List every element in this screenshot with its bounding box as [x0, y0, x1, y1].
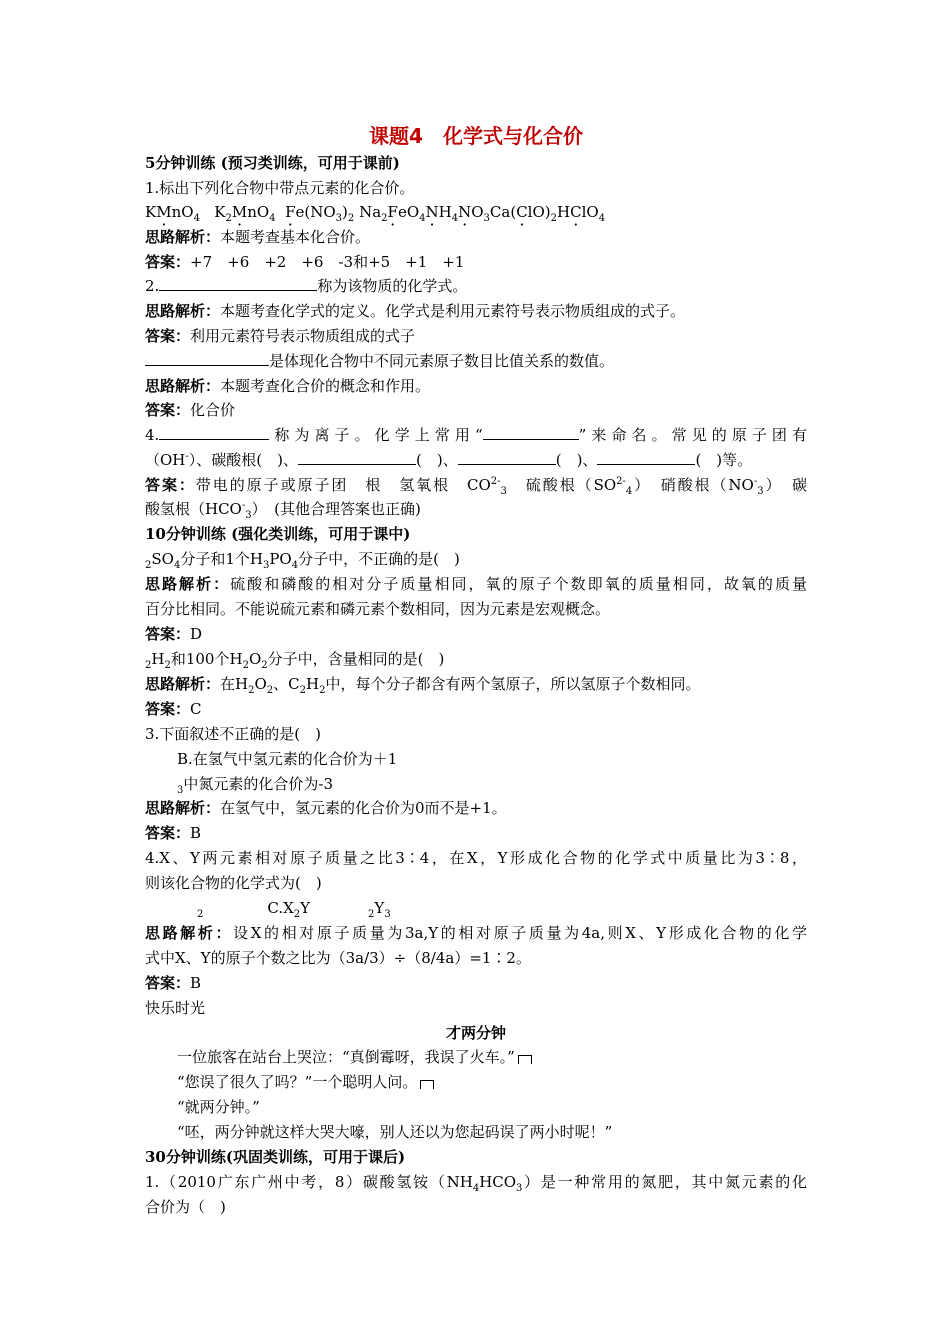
- question-3: 是体现化合物中不同元素原子数目比值关系的数值。: [145, 351, 614, 371]
- analysis-1: 思路解析：本题考查基本化合价。: [145, 228, 371, 246]
- s2-answer-2: 答案：C: [145, 700, 202, 718]
- answer-4-line1: 答案：带电的原子或原子团 根 氢氧根 $CO^{2-}_3$ 硫酸根$(SO^{2-}_4)$ 硝酸根$(NO^-_3)$ 碳: [145, 476, 807, 497]
- s2-analysis-1-line2: 百分比相同。不能说硫元素和磷元素个数相同，因为元素是宏观概念。: [145, 600, 611, 618]
- answer-2: 答案：利用元素符号表示物质组成的式子: [145, 327, 416, 345]
- document-title: 课题4 化学式与化合价: [369, 124, 583, 148]
- story-line-2: “您误了很久了吗？”一个聪明人问。: [177, 1072, 434, 1092]
- story-line-4: “呸，两分钟就这样大哭大嚎，别人还以为您起码误了两小时呢！”: [177, 1123, 613, 1141]
- return-mark-icon: [518, 1055, 532, 1064]
- s2-question-4-options: $_2$ $C.X_2Y$ $_2Y_3$: [197, 899, 391, 920]
- s2-question-4-line2: 则该化合物的化学式为( ): [145, 874, 322, 892]
- formula-k2mno4: $K_2M \cdot nO_4$: [214, 203, 275, 221]
- s2-question-3-option-d: $_3$中氮元素的化合价为-3: [177, 775, 333, 796]
- return-mark-icon: [420, 1080, 434, 1089]
- question-4-line1: 4. 称为离子。化学上常用“ ”来命名。常见的原子团有: [145, 426, 807, 444]
- s2-answer-1: 答案：D: [145, 625, 203, 643]
- story-title: 才两分钟: [445, 1024, 506, 1042]
- formula-na2feo4: $Na_2F \cdot eO_4$: [359, 203, 425, 221]
- section-heading-5min: 5分钟训练 (预习类训练，可用于课前): [145, 154, 400, 172]
- answer-1: 答案：+7 +6 +2 +6 -3和+5 +1 +1: [145, 253, 465, 271]
- s2-answer-3: 答案：B: [145, 824, 202, 842]
- formula-fe-no3-2: $F \cdot e(NO_3)_2$: [285, 203, 354, 221]
- formula-nh4no3: $N \cdot H_4N \cdot O_3$: [426, 203, 490, 221]
- story-line-3: “就两分钟。”: [177, 1098, 260, 1116]
- answer-4-line2: 酸氢根$(HCO^-_3)$ (其他合理答案也正确): [145, 500, 421, 521]
- section-heading-10min: 10分钟训练 (强化类训练，可用于课中): [145, 525, 411, 543]
- question-1: 1.标出下列化合物中带点元素的化合价。: [145, 179, 415, 197]
- s2-question-4-line1: 4.X、Y两元素相对原子质量之比3∶4，在X，Y形成化合物的化学式中质量比为3∶8，: [145, 849, 807, 867]
- question-4-line2: （OH-）、碳酸根( )、 ( )、 ( )、 ( )等。: [145, 451, 753, 469]
- s2-analysis-2: 思路解析：在$H_2O_2$、$C_2H_2$中，每个分子都含有两个氢原子，所以氢原子个数相同。: [145, 675, 701, 696]
- question-2: 2. 称为该物质的化学式。: [145, 277, 468, 295]
- analysis-3: 思路解析：本题考查化合价的概念和作用。: [145, 377, 431, 395]
- s3-question-1-line2: 合价为（ ): [145, 1198, 226, 1216]
- s2-question-1: $_2SO_4$分子和1个$H_3PO_4$分子中，不正确的是( ): [145, 550, 460, 571]
- section-heading-30min: 30分钟训练(巩固类训练，可用于课后): [145, 1148, 406, 1166]
- answer-3: 答案：化合价: [145, 401, 236, 419]
- s2-analysis-1-line1: 思路解析：硫酸和磷酸的相对分子质量相同，氧的原子个数即氧的质量相同，故氧的质量: [145, 575, 807, 593]
- s2-question-3: 3.下面叙述不正确的是( ): [145, 725, 322, 743]
- analysis-2: 思路解析：本题考查化学式的定义。化学式是利用元素符号表示物质组成的式子。: [145, 302, 686, 320]
- formula-kmno4: KM $\cdot nO_4$: [145, 203, 200, 221]
- question-1-formulas: [145, 202, 605, 222]
- s2-analysis-3: 思路解析：在氢气中，氢元素的化合价为0而不是+1。: [145, 799, 507, 817]
- happy-time-label: 快乐时光: [145, 999, 206, 1017]
- story-line-1: 一位旅客在站台上哭泣：“真倒霉呀，我误了火车。”: [177, 1047, 532, 1067]
- formula-ca-clo-2: $Ca(C \cdot lO)_2$: [490, 203, 557, 221]
- s2-question-3-option-b: B.在氢气中氢元素的化合价为＋1: [177, 750, 398, 768]
- s2-answer-4: 答案：B: [145, 974, 202, 992]
- s3-question-1-line1: 1.（2010广东广州中考，8）碳酸氢铵$(NH_4HCO_3)$是一种常用的氮肥，其中氮元素的化: [145, 1173, 807, 1194]
- s2-analysis-4-line1: 思路解析：设X的相对原子质量为3a,Y的相对原子质量为4a,则X、Y形成化合物的化学: [145, 924, 807, 942]
- s2-analysis-4-line2: 式中X、Y的原子个数之比为（3a/3）÷（8/4a）=1∶2。: [145, 949, 531, 967]
- s2-question-2: $_2H_2$和100个$H_2O_2$分子中，含量相同的是( ): [145, 650, 445, 671]
- formula-hclo4: HC $\cdot lO_4$: [557, 203, 605, 221]
